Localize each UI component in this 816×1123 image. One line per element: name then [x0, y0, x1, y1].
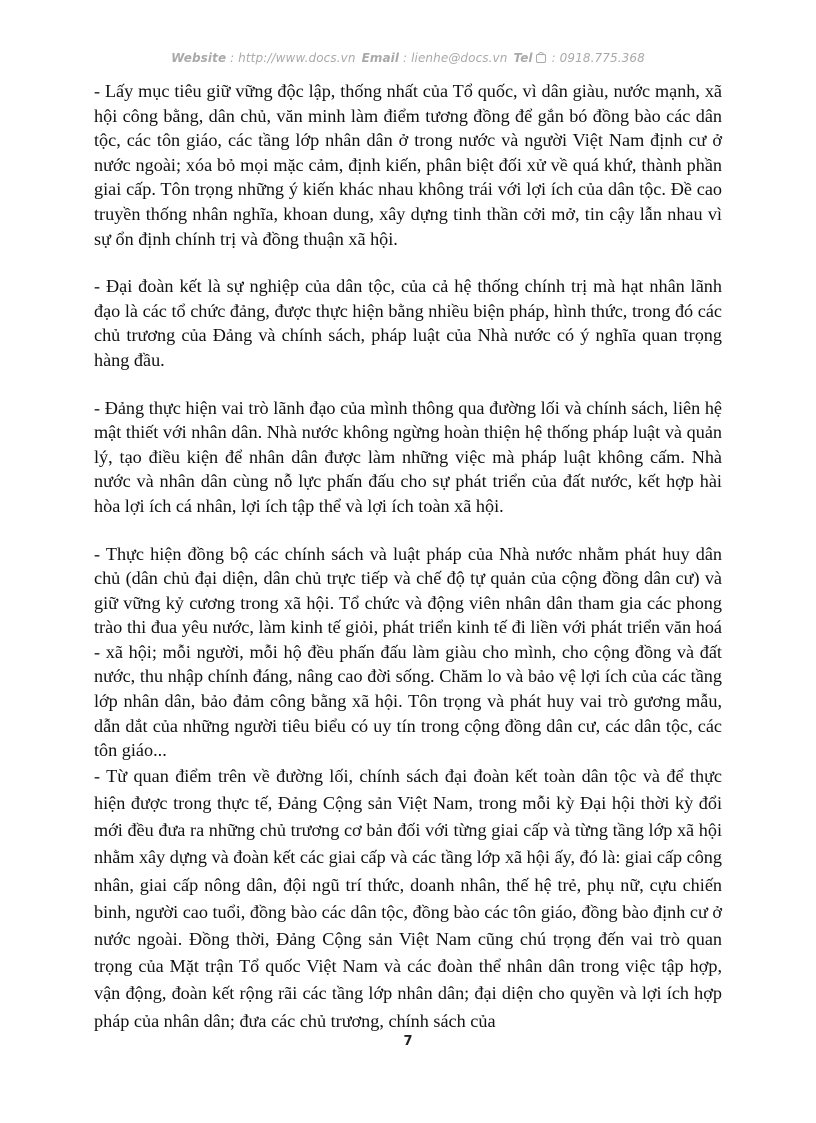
paragraph-1: - Lấy mục tiêu giữ vững độc lập, thống nhất của Tổ quốc, vì dân giàu, nước mạnh, xã hội công bằng, dân chủ, văn minh làm điểm tương đồng để gắn bó đồng bào các dân tộc, các tôn giáo, các tầng lớp nhân dân ở trong nước và người Việt Nam định cư ở nước ngoài; xóa bỏ mọi mặc cảm, định kiến, phân biệt đối xử về quá khứ, thành phần giai cấp. Tôn trọng những ý kiến khác nhau không trái với lợi ích của dân tộc. Đề cao truyền thống nhân nghĩa, khoan dung, xây dựng tinh thần cởi mở, tin cậy lẫn nhau vì sự ổn định chính trị và đồng thuận xã hội. — [94, 81, 722, 249]
page-header: Website : http://www.docs.vn Email : lienhe@docs.vn Tel : 0918.775.368 — [171, 51, 645, 65]
tel-value: 0918.775.368 — [559, 51, 645, 65]
page-number: 7 — [403, 1034, 413, 1049]
document-body — [94, 79, 722, 1035]
tel-label: Tel — [513, 51, 533, 65]
website-label: Website — [171, 51, 227, 65]
paragraph-2: - Đại đoàn kết là sự nghiệp của dân tộc, của cả hệ thống chính trị mà hạt nhân lãnh đạo là các tổ chức đảng, được thực hiện bằng nhiều biện pháp, hình thức, trong đó các chủ trương của Đảng và chính sách, pháp luật của Nhà nước có ý nghĩa quan trọng hàng đầu. — [94, 276, 722, 370]
paragraph-5: - Từ quan điểm trên về đường lối, chính sách đại đoàn kết toàn dân tộc và để thực hiện được trong thực tế, Đảng Cộng sản Việt Nam, trong mỗi kỳ Đại hội thời kỳ đổi mới đều đưa ra những chủ trương cơ bản đối với từng giai cấp và từng tầng lớp xã hội nhằm xây dựng và đoàn kết các giai cấp và các tầng lớp xã hội ấy, đó là: giai cấp công nhân, giai cấp nông dân, đội ngũ trí thức, doanh nhân, thế hệ trẻ, phụ nữ, cựu chiến binh, người cao tuổi, đồng bào các dân tộc, đồng bào các tôn giáo, đồng bào định cư ở nước ngoài. Đồng thời, Đảng Cộng sản Việt Nam cũng chú trọng đến vai trò quan trọng của Mặt trận Tổ quốc Việt Nam và các đoàn thể nhân dân trong việc tập hợp, vận động, đoàn kết rộng rãi các tầng lớp nhân dân; đại diện cho quyền và lợi ích hợp pháp của nhân dân; đưa các chủ trương, chính sách của — [94, 765, 722, 1031]
email-value: lienhe@docs.vn — [411, 51, 508, 65]
website-url: http://www.docs.vn — [238, 51, 356, 65]
email-label: Email — [361, 51, 400, 65]
paragraph-3: - Đảng thực hiện vai trò lãnh đạo của mình thông qua đường lối và chính sách, liên hệ mật thiết với nhân dân. Nhà nước không ngừng hoàn thiện hệ thống pháp luật và quản lý, tạo điều kiện để nhân dân được làm những việc mà pháp luật không cấm. Nhà nước và nhân dân cùng nỗ lực phấn đấu cho sự phát triển của đất nước, kết hợp hài hòa lợi ích cá nhân, lợi ích tập thể và lợi ích toàn xã hội. — [94, 397, 722, 516]
paragraph-4: - Thực hiện đồng bộ các chính sách và luật pháp của Nhà nước nhằm phát huy dân chủ (dân chủ đại diện, dân chủ trực tiếp và chế độ tự quản của cộng đồng dân cư) và giữ vững kỷ cương trong xã hội. Tổ chức và động viên nhân dân tham gia các phong trào thi đua yêu nước, làm kinh tế giỏi, phát triển kinh tế đi liền với phát triển văn hoá - xã hội; mỗi người, mỗi hộ đều phấn đấu làm giàu cho mình, cho cộng đồng và đất nước, thu nhập chính đáng, nâng cao đời sống. Chăm lo và bảo vệ lợi ích của các tầng lớp nhân dân, bảo đảm công bằng xã hội. Tôn trọng và phát huy vai trò gương mẫu, dẫn dắt của những người tiêu biểu có uy tín trong cộng đồng dân cư, các dân tộc, các tôn giáo... — [94, 543, 722, 761]
telephone-icon — [536, 54, 546, 63]
